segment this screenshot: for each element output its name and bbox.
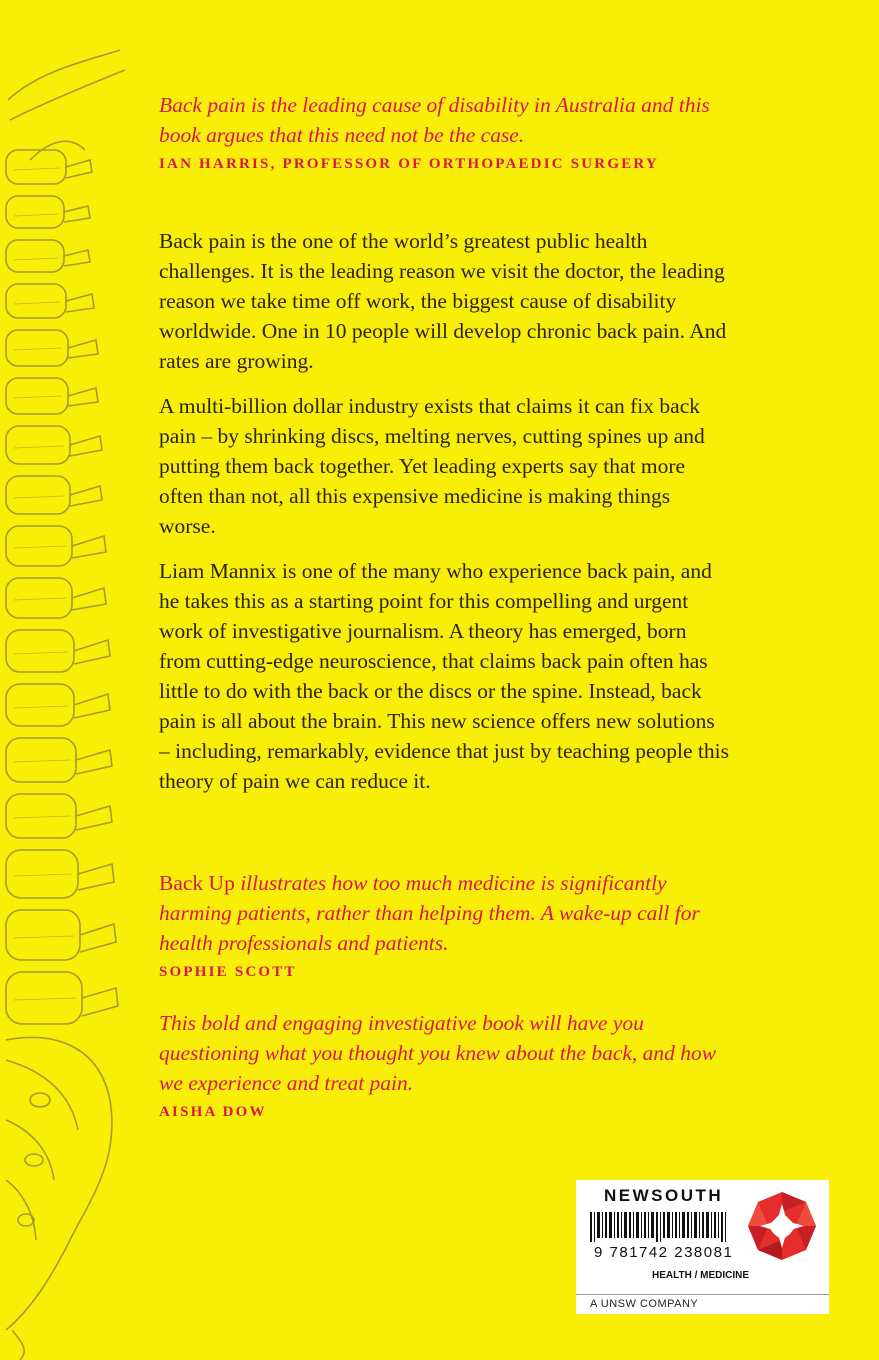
spine-illustration	[0, 40, 130, 1360]
endorsement-quote-sophie-scott	[159, 868, 719, 984]
gem-logo-icon	[746, 1190, 818, 1262]
book-title-inline: Back Up	[159, 871, 235, 895]
endorsement-attribution: SOPHIE SCOTT	[159, 964, 297, 980]
endorsement-attribution: AISHA DOW	[159, 1104, 267, 1120]
top-quote-attribution: IAN HARRIS, PROFESSOR OF ORTHOPAEDIC SURGERY	[159, 156, 659, 172]
barcode-icon	[590, 1212, 730, 1242]
blurb-paragraph: A multi-billion dollar industry exists that claims it can fix back pain – by shrinking discs, melting nerves, cutting spines up and putting them back together. Yet leading experts say that more often than not, all this expensive medicine is making things worse.	[159, 394, 705, 538]
endorsement-quote-aisha-dow	[159, 1008, 719, 1124]
category-label: HEALTH / MEDICINE	[652, 1270, 750, 1281]
top-quote-text: Back pain is the leading cause of disability in Australia and this book argues that this need not be the case.	[159, 93, 710, 147]
top-quote	[159, 90, 719, 176]
company-label: A UNSW COMPANY	[576, 1294, 829, 1314]
blurb-paragraph: Back pain is the one of the world’s greatest public health challenges. It is the leading reason we visit the doctor, the leading reason we take time off work, the biggest cause of disability worldwide. One in 10 people will develop chronic back pain. And rates are growing.	[159, 229, 727, 373]
endorsement-quote-text: illustrates how too much medicine is significantly harming patients, rather than helping them. A wake-up call for health professionals and patients.	[159, 871, 700, 955]
publisher-box	[576, 1180, 829, 1314]
isbn-number: 9 781742 238081	[594, 1244, 734, 1261]
publisher-name: NEWSOUTH	[604, 1186, 724, 1205]
blurb-body	[159, 226, 729, 811]
blurb-paragraph: Liam Mannix is one of the many who experience back pain, and he takes this as a starting point for this compelling and urgent work of investigative journalism. A theory has emerged, born from cutting-edge neuroscience, that claims back pain often has little to do with the back or the discs or the spine. Instead, back pain is all about the brain. This new science offers new solutions – including, remarkably, evidence that just by teaching people this theory of pain we can reduce it.	[159, 559, 729, 793]
endorsement-quote-text: This bold and engaging investigative book will have you questioning what you thought you knew about the back, and how we experience and treat pain.	[159, 1011, 717, 1095]
